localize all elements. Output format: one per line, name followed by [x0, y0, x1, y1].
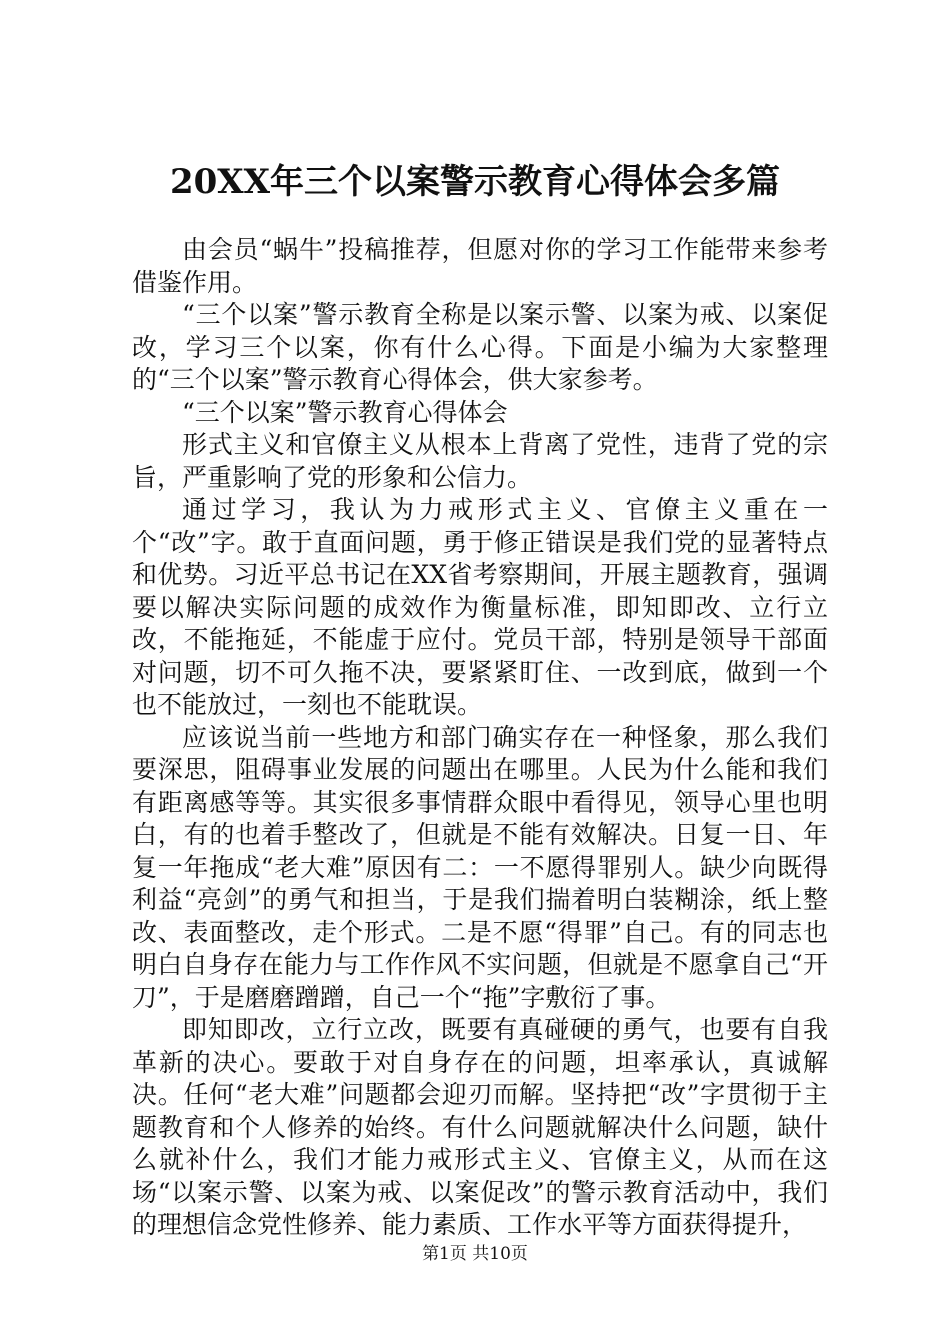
paragraph-intro: 由会员“蜗牛”投稿推荐，但愿对你的学习工作能带来参考借鉴作用。 — [132, 235, 828, 297]
paragraph-problems: 应该说当前一些地方和部门确实存在一种怪象，那么我们要深思，阻碍事业发展的问题出在哪里。人民为什么能和我们有距离感等等。其实很多事情群众眼中看得见，领导心里也明白，有的也着手整改了，但就是不能有效解决。日复一日、年复一年拖成“老大难”原因有二：一不愿得罪别人。缺少向既得利益“亮剑”的勇气和担当，于是我们揣着明白装糊涂，纸上整改、表面整改，走个形式。二是不愿“得罪”自己。有的同志也明白自身存在能力与工作作风不实问题，但就是不愿拿自己“开刀”，于是磨磨蹭蹭，自己一个“拖”字敷衍了事。 — [132, 722, 828, 1012]
document-body — [132, 234, 828, 1242]
paragraph-overview: “三个以案”警示教育全称是以案示警、以案为戒、以案促改，学习三个以案，你有什么心得。下面是小编为大家整理的“三个以案”警示教育心得体会，供大家参考。 — [132, 300, 828, 394]
paragraph-formalism: 形式主义和官僚主义从根本上背离了党性，违背了党的宗旨，严重影响了党的形象和公信力。 — [132, 430, 828, 492]
document-title: 20XX年三个以案警示教育心得体会多篇 — [169, 162, 781, 202]
section-heading: “三个以案”警示教育心得体会 — [182, 397, 508, 427]
page-number-footer: 第1页 共10页 — [422, 1244, 528, 1264]
paragraph-study: 通过学习，我认为力戒形式主义、官僚主义重在一个“改”字。敢于直面问题，勇于修正错误是我们党的显著特点和优势。习近平总书记在XX省考察期间，开展主题教育，强调要以解决实际问题的成效作为衡量标准，即知即改、立行立改，不能拖延，不能虚于应付。党员干部，特别是领导干部面对问题，切不可久拖不决，要紧紧盯住、一改到底，做到一个也不能放过，一刻也不能耽误。 — [132, 495, 828, 719]
paragraph-reform: 即知即改，立行立改，既要有真碰硬的勇气，也要有自我革新的决心。要敢于对自身存在的问题，坦率承认，真诚解决。任何“老大难”问题都会迎刃而解。坚持把“改”字贯彻于主题教育和个人修养的始终。有什么问题就解决什么问题，缺什么就补什么，我们才能力戒形式主义、官僚主义，从而在这场“以案示警、以案为戒、以案促改”的警示教育活动中，我们的理想信念党性修养、能力素质、工作水平等方面获得提升， — [132, 1015, 828, 1239]
